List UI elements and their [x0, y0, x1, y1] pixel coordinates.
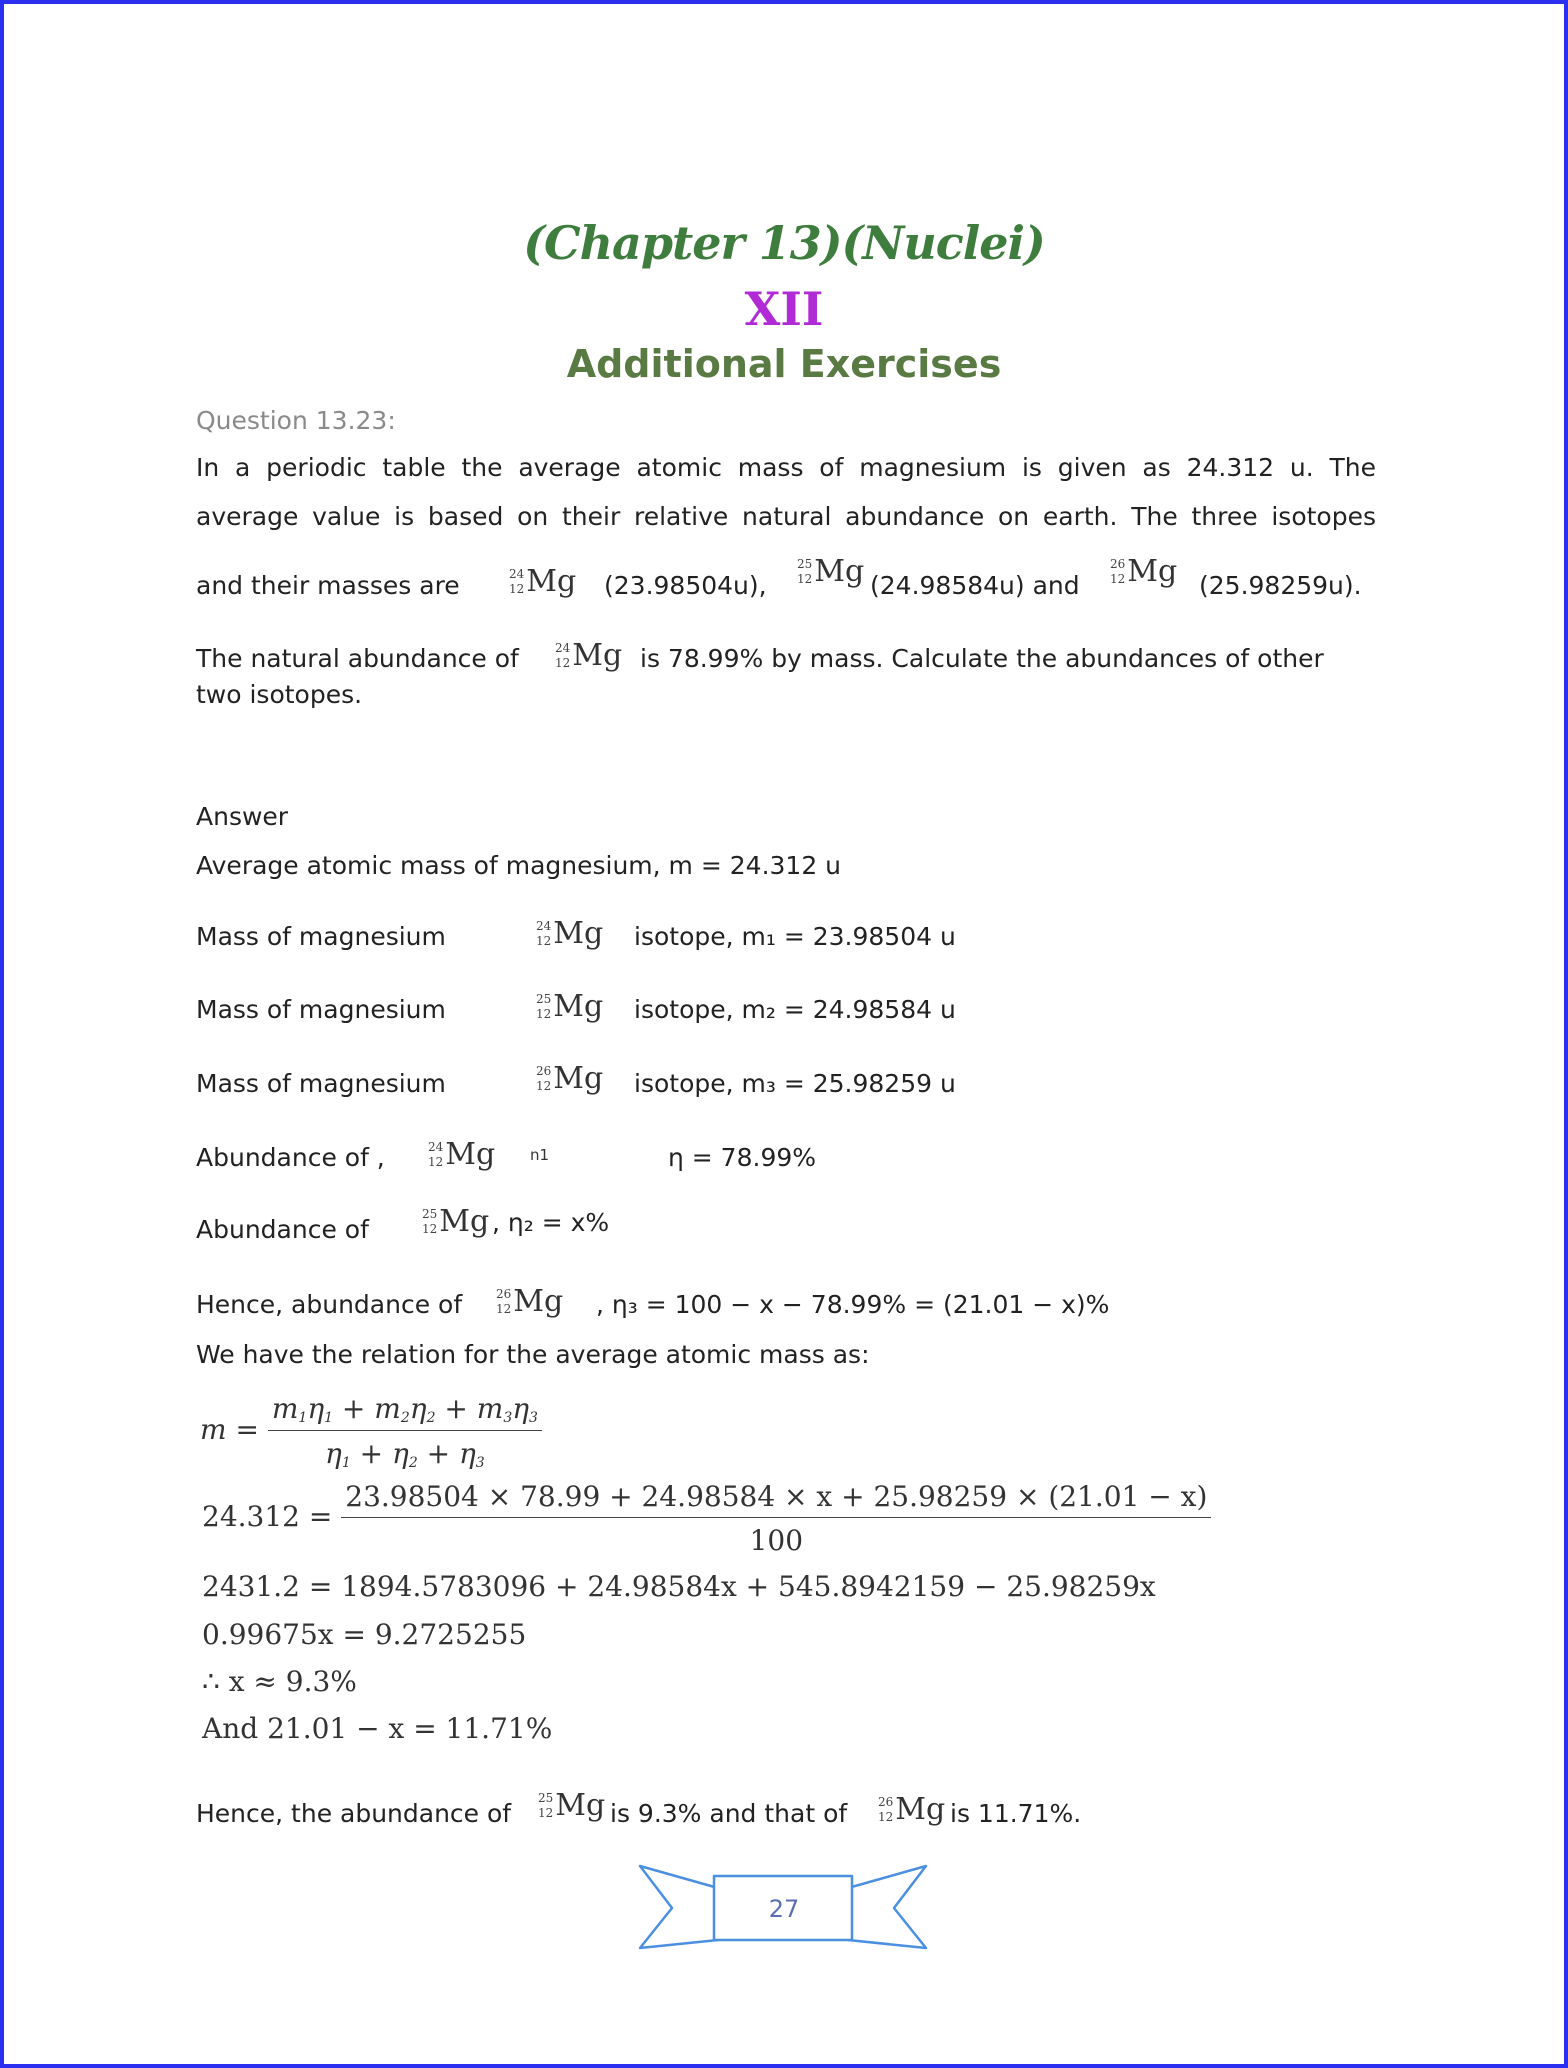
expanded-equation: 2431.2 = 1894.5783096 + 24.98584x + 545.8942159 − 25.98259x: [202, 1570, 1156, 1603]
class-label: XII: [744, 282, 824, 336]
abundance-3-value: , η₃ = 100 − x − 78.99% = (21.01 − x)%: [596, 1290, 1110, 1319]
answer-label: Answer: [196, 802, 289, 831]
abundance-3-label: Hence, abundance of: [196, 1290, 463, 1319]
mg25-isotope-symbol: 25 12 Mg: [538, 1788, 606, 1823]
mass-label-1: Mass of magnesium: [196, 922, 446, 951]
abundance-1-tag: n1: [530, 1146, 550, 1164]
question-line-5: two isotopes.: [196, 680, 363, 709]
mg24-isotope-symbol: 24 12 Mg: [509, 564, 577, 599]
average-mass-formula: m = $\frac{m_1\eta_1 + m_2\eta_2 + m_3\eta_3}{\eta_1 + \eta_2 + \eta_3}$: [200, 1392, 542, 1471]
conclusion-end: is 11.71%.: [950, 1799, 1082, 1828]
conclusion-middle: is 9.3% and that of: [610, 1799, 848, 1828]
mg26-isotope-symbol: 26 12 Mg: [1110, 554, 1178, 589]
mass-m1: isotope, m₁ = 23.98504 u: [634, 922, 956, 951]
mg26-mass: (25.98259u).: [1199, 571, 1362, 600]
mass-label-3: Mass of magnesium: [196, 1069, 446, 1098]
mg26-isotope-symbol: 26 12 Mg: [536, 1061, 604, 1096]
section-heading: Additional Exercises: [566, 342, 1002, 386]
conclusion-label: Hence, the abundance of: [196, 1799, 512, 1828]
abundance-1-label: Abundance of ,: [196, 1143, 385, 1172]
chapter-title: (Chapter 13)(Nuclei): [523, 216, 1045, 270]
mg24-isotope-symbol: 24 12 Mg: [428, 1137, 496, 1172]
simplified-equation: 0.99675x = 9.2725255: [202, 1618, 527, 1651]
question-line-4-text: is 78.99% by mass. Calculate the abundances of other: [640, 644, 1324, 673]
mg25-isotope-symbol: 25 12 Mg: [422, 1204, 490, 1239]
mg26-isotope-symbol: 26 12 Mg: [878, 1792, 946, 1827]
mass-label-2: Mass of magnesium: [196, 995, 446, 1024]
mg25-isotope-symbol: 25 12 Mg: [797, 554, 865, 589]
mass-m3: isotope, m₃ = 25.98259 u: [634, 1069, 956, 1098]
question-line-3-label: and their masses are: [196, 571, 460, 600]
mg24-isotope-symbol: 24 12 Mg: [555, 638, 623, 673]
result-x: ∴ x ≈ 9.3%: [202, 1665, 357, 1698]
mg25-isotope-symbol: 25 12 Mg: [536, 989, 604, 1024]
question-line-4-label: The natural abundance of: [196, 644, 519, 673]
average-mass-line: Average atomic mass of magnesium, m = 24.312 u: [196, 851, 842, 880]
abundance-1-value: η = 78.99%: [668, 1143, 817, 1172]
abundance-2-label: Abundance of: [196, 1215, 369, 1244]
page-number: 27: [768, 1895, 800, 1923]
mg25-mass: (24.98584u) and: [870, 571, 1080, 600]
mg24-mass: (23.98504u),: [604, 571, 767, 600]
question-line-2: average value is based on their relative natural abundance on earth. The three isotopes: [196, 502, 1376, 531]
result-remaining: And 21.01 − x = 11.71%: [202, 1712, 553, 1745]
abundance-2-value: , η₂ = x%: [492, 1208, 610, 1237]
mg26-isotope-symbol: 26 12 Mg: [496, 1284, 564, 1319]
substitution-equation: 24.312 = $\frac{23.98504 \times 78.99 + 24.98584 \times x + 25.98259 \times (21.01 - x)}{100}$: [202, 1480, 1211, 1557]
relation-line: We have the relation for the average atomic mass as:: [196, 1340, 870, 1369]
question-line-1: In a periodic table the average atomic mass of magnesium is given as 24.312 u. The: [196, 453, 1376, 482]
mass-m2: isotope, m₂ = 24.98584 u: [634, 995, 956, 1024]
mg24-isotope-symbol: 24 12 Mg: [536, 916, 604, 951]
question-label: Question 13.23:: [196, 406, 396, 435]
